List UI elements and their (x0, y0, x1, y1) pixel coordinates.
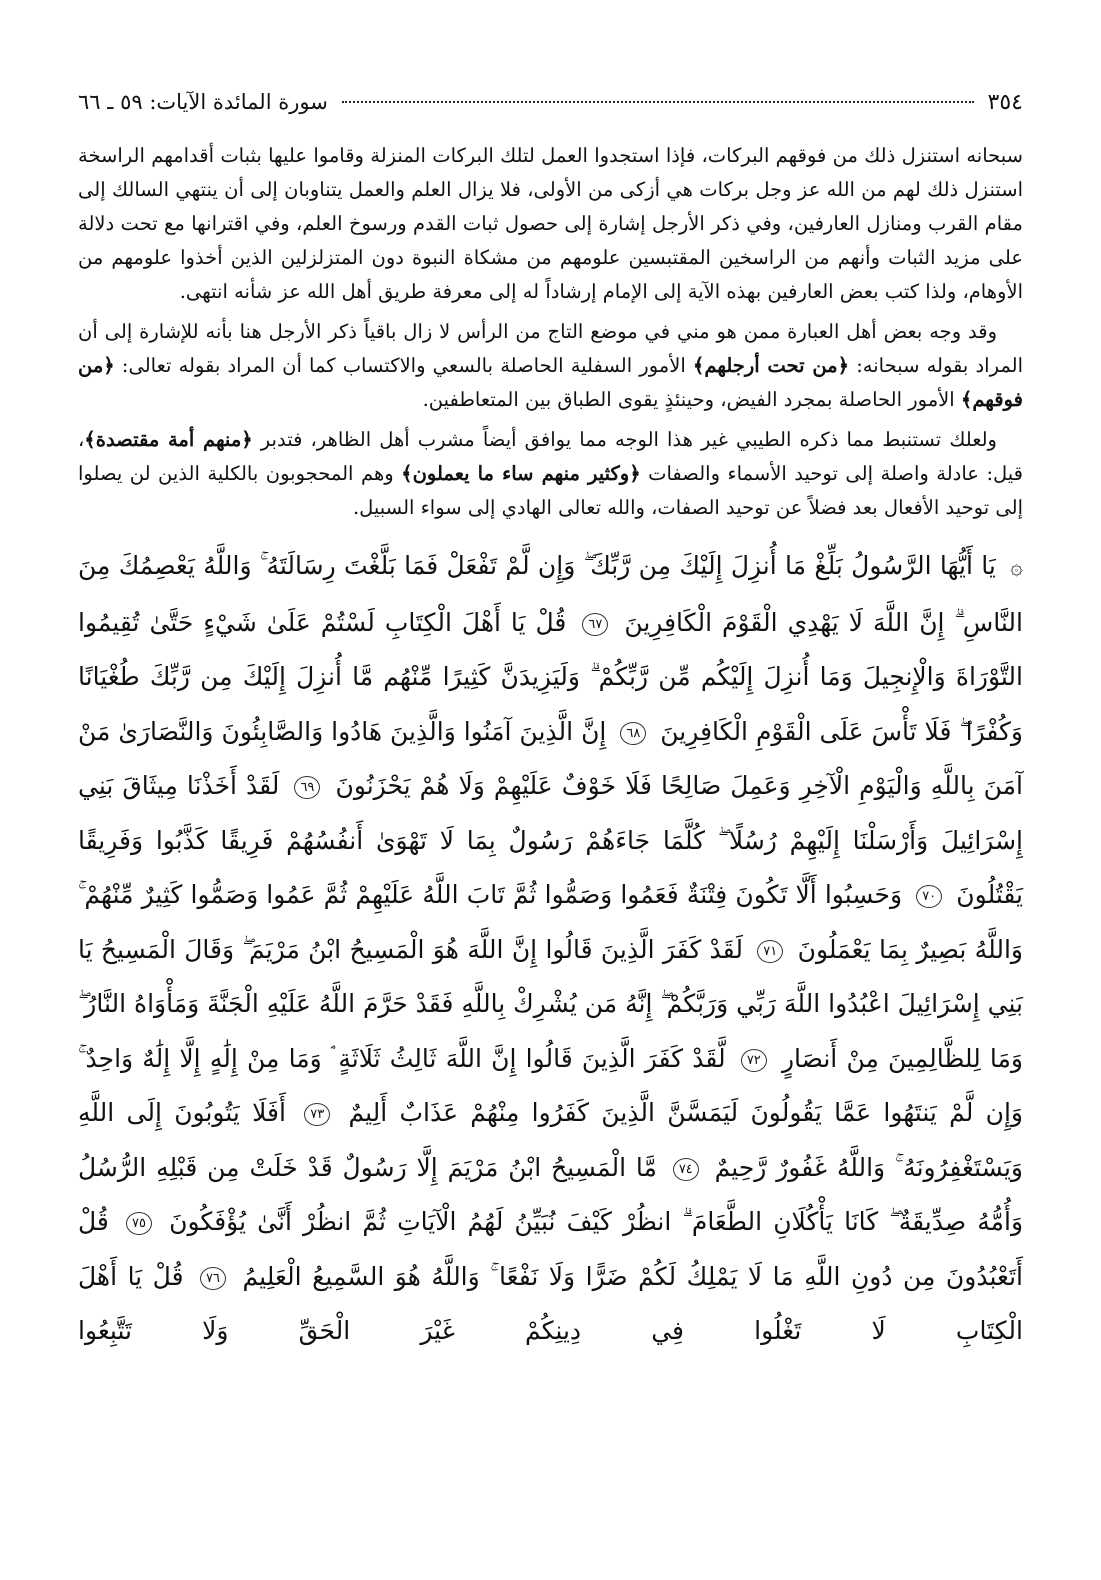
commentary-text-run: ، قيل: عادلة واصلة إلى توحيد الأسماء والصفات (78, 428, 1023, 485)
commentary-text-run: ولعلك تستنبط مما ذكره الطيبي غير هذا الوجه مما يوافق أيضاً مشرب أهل الظاهر، فتدبر (252, 428, 997, 451)
running-header (78, 90, 1023, 115)
verse-number: ٦٨ (620, 722, 646, 745)
verse-number: ٧٤ (673, 1158, 699, 1181)
quran-quote: ﴿منهم أمة مقتصدة﴾ (84, 428, 253, 451)
quran-quote: ﴿من فوقهم﴾ (78, 354, 1023, 411)
verse-text: إِنَّ الَّذِينَ آمَنُوا وَالَّذِينَ هَادُوا وَالصَّابِئُونَ وَالنَّصَارَىٰ مَنْ آمَنَ بِاللَّهِ وَالْيَوْمِ الْآخِرِ وَعَمِلَ صَالِحًا فَلَا خَوْفٌ عَلَيْهِمْ وَلَا هُمْ يَحْزَنُونَ (78, 716, 1023, 800)
verse-text: لَقَدْ كَفَرَ الَّذِينَ قَالُوا إِنَّ اللَّهَ هُوَ الْمَسِيحُ ابْنُ مَرْيَمَ ۖ وَقَالَ الْمَسِيحُ يَا بَنِي إِسْرَائِيلَ اعْبُدُوا اللَّهَ رَبِّي وَرَبَّكُمْ ۖ إِنَّهُ مَن يُشْرِكْ بِاللَّهِ فَقَدْ حَرَّمَ اللَّهُ عَلَيْهِ الْجَنَّةَ وَمَأْوَاهُ النَّارُ ۖ وَمَا لِلظَّالِمِينَ مِنْ أَنصَارٍ (78, 934, 1023, 1073)
header-dotted-leader (342, 101, 974, 103)
commentary-text-run: وهم المحجوبون بالكلية الذين لن يصلوا إلى توحيد الأفعال بعد فضلاً عن توحيد الصفات، والله تعالى الهادي إلى سواء السبيل. (78, 462, 1023, 519)
commentary-paragraph-3 (78, 423, 1023, 525)
verse-text: لَّقَدْ كَفَرَ الَّذِينَ قَالُوا إِنَّ اللَّهَ ثَالِثُ ثَلَاثَةٍ ۘ وَمَا مِنْ إِلَٰهٍ إِلَّا إِلَٰهٌ وَاحِدٌ ۚ وَإِن لَّمْ يَنتَهُوا عَمَّا يَقُولُونَ لَيَمَسَّنَّ الَّذِينَ كَفَرُوا مِنْهُمْ عَذَابٌ أَلِيمٌ (78, 1043, 1024, 1127)
verse-number: ٧١ (757, 940, 783, 963)
quran-quote: ﴿وكثير منهم ساء ما يعملون﴾ (401, 462, 641, 485)
verse-number: ٧٠ (916, 885, 942, 908)
verse-text: أَفَلَا يَتُوبُونَ إِلَى اللَّهِ وَيَسْتَغْفِرُونَهُ ۚ وَاللَّهُ غَفُورٌ رَّحِيمٌ (78, 1098, 1023, 1182)
commentary-text-run: الأمور السفلية الحاصلة بالسعي والاكتساب كما أن المراد بقوله تعالى: (114, 354, 693, 377)
page-number: ٣٥٤ (987, 90, 1023, 115)
commentary-paragraph-2 (78, 315, 1023, 417)
verse-text: وَحَسِبُوا أَلَّا تَكُونَ فِتْنَةٌ فَعَمُوا وَصَمُّوا ثُمَّ تَابَ اللَّهُ عَلَيْهِمْ ثُمَّ عَمُوا وَصَمُّوا كَثِيرٌ مِّنْهُمْ ۚ وَاللَّهُ بَصِيرٌ بِمَا يَعْمَلُونَ (78, 880, 1023, 964)
header-title: سورة المائدة الآيات: ٥٩ ـ ٦٦ (78, 90, 328, 114)
commentary-paragraph-1: سبحانه استنزل ذلك من فوقهم البركات، فإذا استجدوا العمل لتلك البركات المنزلة وقاموا عليها بثبات أقدامهم الراسخة استنزل ذلك لهم من الله عز وجل بركات هي أزكى من الأولى، فلا يزال العلم والعمل يتناوبان إلى أن ينتهي السالك إلى مقام القرب ومنازل العارفين، وفي ذكر الأرجل إشارة إلى حصول ثبات القدم ورسوخ العلم، وفي اقترانها مع تحت دلالة على مزيد الثبات وأنهم من الراسخين المقتبسين علومهم من مشكاة النبوة دون المتزلزلين الذين أخذوا علومهم من الأوهام، ولذا كتب بعض العارفين بهذه الآية إلى الإمام إرشاداً له إلى معرفة طريق أهل الله عز شأنه انتهى. (78, 144, 1023, 303)
verse-number: ٧٣ (304, 1103, 330, 1126)
verse-number: ٧٢ (741, 1049, 767, 1072)
quran-quote: ﴿من تحت أرجلهم﴾ (692, 354, 850, 377)
verse-number: ٧٦ (200, 1267, 226, 1290)
verse-text: يَا أَيُّهَا الرَّسُولُ بَلِّغْ مَا أُنزِلَ إِلَيْكَ مِن رَّبِّكَ ۖ وَإِن لَّمْ تَفْعَلْ فَمَا بَلَّغْتَ رِسَالَتَهُ ۚ وَاللَّهُ يَعْصِمُكَ مِنَ النَّاسِ ۗ إِنَّ اللَّهَ لَا يَهْدِي الْقَوْمَ الْكَافِرِينَ (78, 551, 1023, 637)
verse-text: قُلْ أَتَعْبُدُونَ مِن دُونِ اللَّهِ مَا لَا يَمْلِكُ لَكُمْ ضَرًّا وَلَا نَفْعًا ۚ وَاللَّهُ هُوَ السَّمِيعُ الْعَلِيمُ (78, 1207, 1023, 1291)
verse-text: قُلْ يَا أَهْلَ الْكِتَابِ لَا تَغْلُوا فِي دِينِكُمْ غَيْرَ الْحَقِّ وَلَا تَتَّبِعُوا (78, 1261, 1023, 1345)
hizb-rosette-icon: ۞ (1010, 555, 1023, 580)
verse-number: ٦٧ (582, 613, 608, 636)
commentary-text-run: الأمور الحاصلة بمجرد الفيض، وحينئذٍ يقوى الطباق بين المتعاطفين. (422, 388, 961, 411)
commentary-text-run: وقد وجه بعض أهل العبارة ممن هو مني في موضع التاج من الرأس لا زال باقياً ذكر الأرجل هنا بأنه للإشارة إلى أن المراد بقوله سبحانه: (78, 320, 1023, 377)
commentary-text (78, 139, 1023, 525)
verse-number: ٧٥ (126, 1212, 152, 1235)
verse-text: مَّا الْمَسِيحُ ابْنُ مَرْيَمَ إِلَّا رَسُولٌ قَدْ خَلَتْ مِن قَبْلِهِ الرُّسُلُ وَأُمُّهُ صِدِّيقَةٌ ۖ كَانَا يَأْكُلَانِ الطَّعَامَ ۗ انظُرْ كَيْفَ نُبَيِّنُ لَهُمُ الْآيَاتِ ثُمَّ انظُرْ أَنَّىٰ يُؤْفَكُونَ (78, 1152, 1024, 1236)
quran-verses-block (78, 539, 1023, 1359)
verse-text: لَقَدْ أَخَذْنَا مِيثَاقَ بَنِي إِسْرَائِيلَ وَأَرْسَلْنَا إِلَيْهِمْ رُسُلًا ۖ كُلَّمَا جَاءَهُمْ رَسُولٌ بِمَا لَا تَهْوَىٰ أَنفُسُهُمْ فَرِيقًا كَذَّبُوا وَفَرِيقًا يَقْتُلُونَ (78, 771, 1023, 909)
verse-text: قُلْ يَا أَهْلَ الْكِتَابِ لَسْتُمْ عَلَىٰ شَيْءٍ حَتَّىٰ تُقِيمُوا التَّوْرَاةَ وَالْإِنجِيلَ وَمَا أُنزِلَ إِلَيْكُم مِّن رَّبِّكُمْ ۗ وَلَيَزِيدَنَّ كَثِيرًا مِّنْهُم مَّا أُنزِلَ إِلَيْكَ مِن رَّبِّكَ طُغْيَانًا وَكُفْرًا ۖ فَلَا تَأْسَ عَلَى الْقَوْمِ الْكَافِرِينَ (78, 607, 1024, 746)
verse-number: ٦٩ (294, 776, 320, 799)
